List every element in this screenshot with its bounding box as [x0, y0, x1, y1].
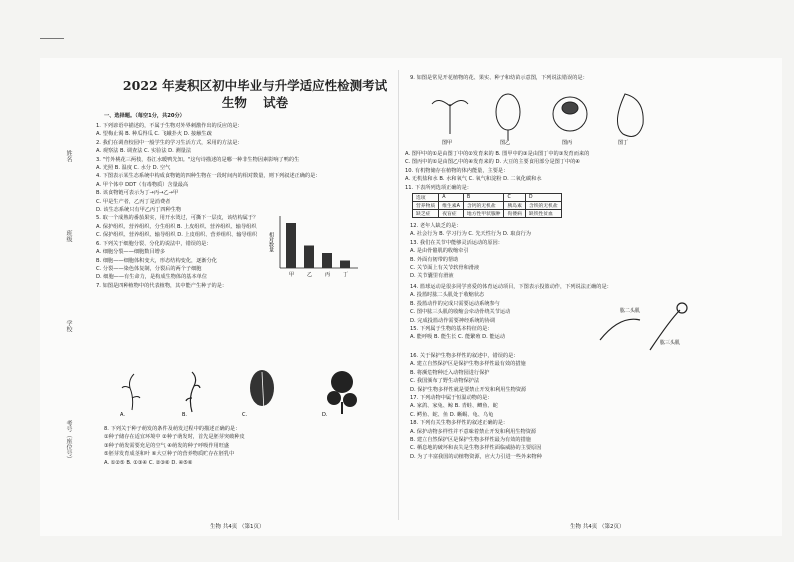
question-line: A. 细胞分裂——细胞数目增多: [96, 249, 166, 256]
table-cell: 地方性甲状腺肿: [463, 210, 504, 218]
question-line: B. 该食物链可表示为丁→丙→乙→甲: [96, 190, 179, 197]
page-title: 2022 年麦积区初中毕业与升学适应性检测考试: [122, 78, 388, 93]
question-line: 4. 下图表示某生态系统中构成食物链的四种生物在一段时间内的相对数量，则下列叙述正确的是：: [96, 173, 321, 180]
question-line: 10. 有机物储存在植物的体内能量，主要是：: [405, 167, 509, 174]
bar-label: 乙: [307, 272, 313, 278]
table-cell: 缺铁性贫血: [525, 210, 561, 218]
question-line: 15. 下列属于生物的基本特征的是：: [410, 326, 493, 333]
question-line: A. 图甲中的①是由图丁中的②发育来的 B. 图甲中的③是由图丁中的③发育而来的: [405, 151, 590, 157]
question-line: A. 光照 B. 温度 C. 水分 D. 空气: [96, 165, 171, 172]
question-line: A. 观察法 B. 调查法 C. 实验法 D. 测量法: [96, 148, 192, 155]
fig-label-a: A.: [120, 412, 125, 418]
triceps-label: 肱三头肌: [660, 340, 681, 346]
side-label-school: 学校: [65, 320, 72, 332]
table-cell: 含铁的无机盐: [525, 202, 561, 210]
question-line: 12. 老年人缺乏的是：: [410, 223, 462, 229]
footer-left: 生物 共4页 （第1页）: [210, 524, 265, 530]
plant-c-fern-figure: [250, 370, 274, 412]
question-line: 18. 下列有关生物多样性的叙述正确的是：: [410, 420, 509, 427]
question-line: C. 图中肱三头肌的收缩会牵动骨绕关节运动: [410, 309, 511, 316]
question-line: B. 建立自然保护区是保护生物多样性最为有效的措施: [410, 437, 531, 444]
question-line: B. 细胞——细胞体积变大，形态结构变化，逐渐分化: [96, 257, 217, 264]
question-line: A. 社会行为 B. 学习行为 C. 先天性行为 D. 取食行为: [410, 231, 531, 238]
table-cell: 营养物质: [413, 202, 439, 210]
nutrient-table: [412, 193, 562, 218]
question-line: D. 该生态系统只有甲乙丙丁四种生物: [96, 207, 182, 214]
question-line: 7. 如图是四种植物中的代表植物，其中能产生种子的是：: [96, 282, 228, 289]
question-line: B. 外面有韧带的帮助: [410, 256, 459, 263]
corner-mark: [40, 38, 64, 39]
question-line: 5. 取一个成熟的番茄果实，用开水烫过，可撕下一层皮，该结构属于？: [96, 215, 259, 222]
fig-label-jia: 图甲: [442, 140, 453, 146]
table-cell: 胰岛素: [504, 202, 525, 210]
question-9: 9. 如图是常见开花植物的花、果实、种子和幼苗示意图，下列说法错误的是：: [410, 75, 588, 81]
table-header: A: [439, 194, 464, 202]
question-line: A. 甲个体中 DDT（有毒物质）含量最高: [96, 181, 189, 188]
question-line: B. 投篮动作的完成只需要运动系统参与: [410, 300, 500, 307]
question-line: A. 无机盐和水 B. 水和氧气 C. 氧气和淀粉 D. 二氧化碳和水: [405, 176, 542, 183]
basketball-figure: [590, 300, 700, 360]
section-heading: 一、选择题。（每空1分，共20分）: [104, 113, 185, 119]
question-line: C. 分裂——染色体复制，分裂后的两个子细胞: [96, 265, 202, 272]
fruit-figure: [553, 97, 587, 131]
footer-right: 生物 共4页 （第2页）: [570, 524, 625, 530]
question-line: A. 是由骨骼肌的收缩牵引: [410, 248, 469, 255]
fig-label-b: B.: [182, 412, 188, 418]
page-subtitle: 生物 试卷: [221, 95, 289, 110]
table-header: B: [463, 194, 504, 202]
question-line: D. 为了丰富我国的动植物资源，应大力引进一些外来物种: [410, 453, 542, 460]
question-line: A. 保护组织、营养组织、分生组织 B. 上皮组织、营养组织、输导组织: [96, 223, 257, 230]
bar-label: 甲: [289, 272, 295, 278]
question-line: C. 我国颁布了野生动物保护法: [410, 378, 480, 385]
question-line: C. 关节面上有关节软骨和滑液: [410, 265, 480, 272]
right-question-column-top: [405, 150, 773, 192]
population-bar-chart: [268, 212, 360, 280]
bar-丁: [340, 261, 350, 269]
question-line: 11. 下表所列选项正确的是：: [405, 184, 472, 191]
question-line: 3. "竹外桃花三两枝，春江水暖鸭先知。"这句诗描述的是哪一种非生物因素影响了鸭的生: [96, 156, 300, 163]
seed-figure: [617, 94, 643, 136]
biceps-label: 肱二头肌: [620, 308, 641, 314]
left-lower-column: [104, 425, 394, 467]
question-line: 6. 下列关于细胞分裂、分化的说法中，错误的是：: [96, 240, 212, 247]
table-cell: 维生素A: [439, 202, 464, 210]
plant-a-figure: [122, 374, 140, 410]
question-line: C. 甲是生产者，乙丙丁是消费者: [96, 198, 171, 205]
table-header: C: [504, 194, 525, 202]
question-line: C. 保护组织、营养组织、输导组织 D. 上皮组织、营养组织、输导组织: [96, 232, 258, 239]
question-line: A. 能呼吸 B. 能生长 C. 能繁殖 D. 能运动: [410, 334, 506, 341]
side-label-id: 考号（座位号）: [65, 420, 72, 462]
question-line: A. 家鸽、家兔、鲸 B. 青蛙、鲫鱼、蛇: [410, 403, 498, 410]
plant-d-flowering-figure: [327, 371, 357, 414]
plant-b-figure: [186, 372, 200, 412]
question-line: 14. 篮球运动是很多同学喜爱的体育运动项目，下图表示投篮动作，下列说法正确的是：: [410, 284, 612, 290]
table-cell: 夜盲症: [439, 210, 464, 218]
question-line: A. 保护动物多样性并不意味着禁止开发和利用生物资源: [410, 428, 537, 435]
question-line: C. 图丙中的①是由图乙中的④发育来的 D. 大豆的主要食用部分是图丁中的④: [405, 159, 581, 166]
question-line: B. 将濒危物种迁入动物园进行保护: [410, 369, 490, 376]
right-question-column-mid: [410, 222, 610, 281]
table-cell: 含钙的无机盐: [463, 202, 504, 210]
table-header: 选项: [413, 194, 439, 202]
fig-label-c: C.: [242, 412, 248, 418]
question-line: D. 完成投篮动作需要神经系统的协调: [410, 317, 496, 324]
table-header: D: [525, 194, 561, 202]
page-divider: [398, 70, 399, 520]
question-line: D. 细胞——有生命力，是构成生物体的基本单位: [96, 274, 208, 281]
question-line: C. 鳄鱼、蛇、鱼 D. 蜥蜴、龟、乌龟: [410, 411, 494, 418]
question-line: C. 栖息地的破坏和丧失是生物多样性面临威胁的主要原因: [410, 445, 542, 452]
plant-figures: [112, 368, 382, 418]
bar-label: 丙: [325, 272, 331, 278]
question-line: A. ①②⑤ B. ①③④ C. ②③⑥ D. ④⑤⑥: [104, 459, 193, 466]
fig-label-yi: 图乙: [500, 140, 511, 146]
question-line: ⑤胚芽发育成茎和叶 ⑥大豆种子的营养物质贮存在胚乳中: [104, 451, 235, 458]
side-label-class: 班级: [65, 230, 72, 242]
question-line: D. 保护生物多样性就是要禁止开发和利用生物资源: [410, 386, 527, 393]
question-line: 16. 关于保护生物多样性的叙述中，错误的是：: [410, 353, 519, 359]
question-line: A. 望梅止渴 B. 种瓜得瓜 C. 飞蛾扑火 D. 接触生疏: [96, 131, 212, 138]
bar-乙: [304, 246, 314, 269]
fig-label-d: D.: [322, 412, 328, 418]
question-line: 8. 下列关于种子萌发的条件及萌发过程中的描述正确的是：: [104, 426, 241, 432]
fig-label-bing: 图丙: [562, 140, 573, 146]
table-cell: 缺乏症: [413, 210, 439, 218]
question-line: ③种子萌发需要充足的空气 ④萌发的种子呼吸作用旺盛: [104, 442, 230, 449]
chart-y-label: 相对数量: [268, 232, 274, 252]
bar-label: 丁: [343, 272, 349, 278]
flower-figure: [496, 94, 520, 140]
flower-fruit-seed-figures: [430, 84, 660, 146]
bar-丙: [322, 253, 332, 268]
table-cell: 佝偻病: [504, 210, 525, 218]
seedling-figure: [432, 100, 468, 134]
bar-甲: [286, 223, 296, 268]
question-line: 13. 我们在关节中能够灵活运动的原因：: [410, 239, 503, 246]
question-line: 1. 下列谚语中描述的，不属于生物对外界刺激作出的反应的是：: [96, 123, 243, 129]
right-question-column-bottom: [410, 352, 778, 461]
side-label-name: 姓名: [65, 150, 72, 162]
question-line: 17. 下列动物中属于恒温动物的是：: [410, 395, 493, 402]
question-line: D. 关节囊里有滑液: [410, 273, 454, 280]
question-line: ①种子储存在适宜环境中 ②种子萌发时，首先是胚芽突破种皮: [104, 434, 245, 441]
question-line: A. 建立自然保护区是保护生物多样性最有效的措施: [410, 361, 526, 368]
fig-label-ding: 图丁: [618, 140, 629, 146]
question-line: 2. 我们在调查校园中一般学生的学习生活方式，采用的方法是：: [96, 139, 243, 146]
question-line: A. 投篮时肱二头肌处于收缩状态: [410, 292, 485, 299]
